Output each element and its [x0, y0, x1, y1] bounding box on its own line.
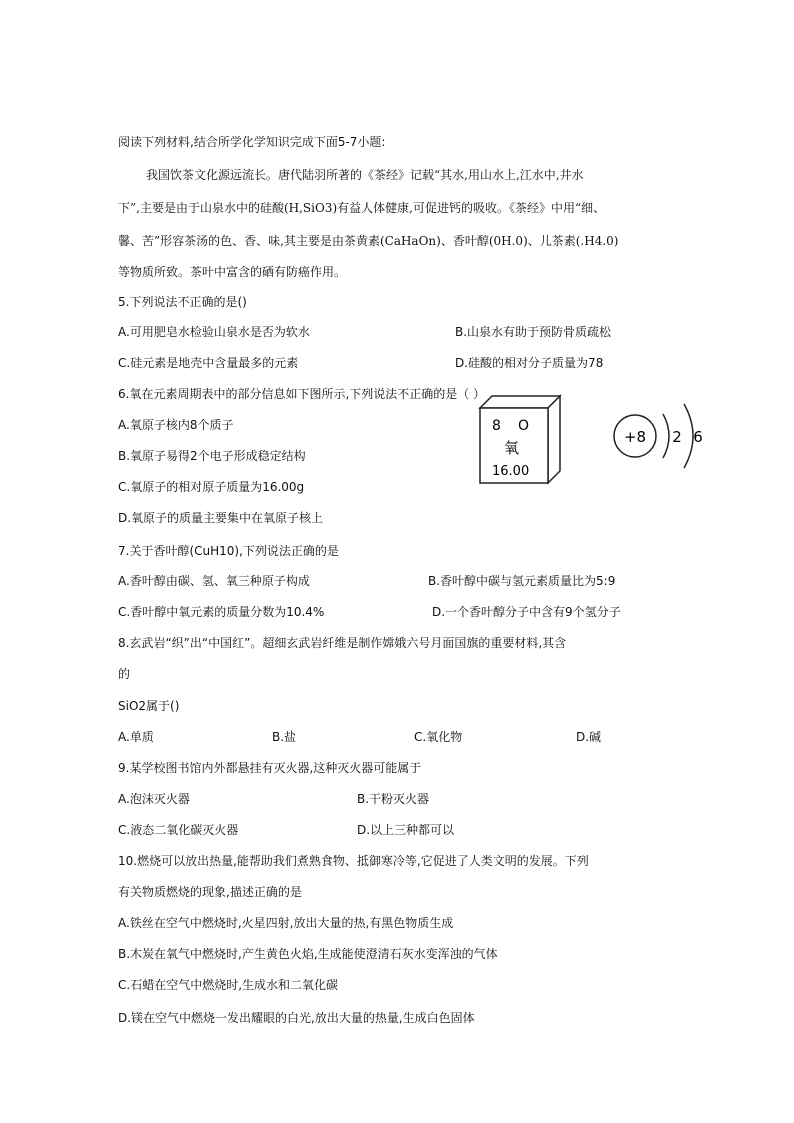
shell-arc-2 — [684, 404, 693, 468]
intro-line: 阅读下列材料,结合所学化学知识完成下面5-7小题: — [118, 135, 386, 149]
q8-option-d: D.碱 — [576, 730, 602, 744]
q10-option-d: D.镁在空气中燃烧一发出耀眼的白光,放出大量的热量,生成白色固体 — [118, 1011, 475, 1025]
q10-option-c: C.石蜡在空气中燃烧时,生成水和二氧化碳 — [118, 978, 339, 992]
q9-option-b: B.干粉灭火器 — [357, 792, 430, 806]
oxygen-figure-svg — [470, 388, 720, 488]
q5-option-d: D.硅酸的相对分子质量为78 — [455, 356, 604, 370]
q10-option-a: A.铁丝在空气中燃烧时,火星四射,放出大量的热,有黑色物质生成 — [118, 916, 454, 930]
passage-line-4: 等物质所致。茶叶中富含的硒有防癌作用。 — [118, 265, 347, 279]
shell-arc-1 — [663, 414, 669, 458]
nucleus-charge: +8 — [623, 428, 647, 446]
q8-option-a: A.单质 — [118, 730, 154, 744]
shell-1-electrons: 2 — [672, 428, 682, 446]
element-symbol: O — [518, 418, 530, 434]
q7-option-d: D.一个香叶醇分子中含有9个氢分子 — [432, 605, 621, 619]
q6-option-b: B.氧原子易得2个电子形成稳定结构 — [118, 449, 306, 463]
q10-stem-line-2: 有关物质燃烧的现象,描述正确的是 — [118, 885, 302, 899]
q8-option-b: B.盐 — [272, 730, 297, 744]
element-card — [480, 396, 560, 483]
q9-option-a: A.泡沫灭火器 — [118, 792, 190, 806]
q10-option-b: B.木炭在氧气中燃烧时,产生黄色火焰,生成能使澄清石灰水变浑浊的气体 — [118, 947, 498, 961]
q6-option-d: D.氧原子的质量主要集中在氧原子核上 — [118, 511, 324, 525]
q5-stem: 5.下列说法不正确的是() — [118, 295, 247, 309]
passage-line-1: 我国饮茶文化源远流长。唐代陆羽所著的《茶经》记载“其水,用山水上,江水中,井水 — [146, 168, 584, 182]
shell-2-electrons: 6 — [693, 428, 703, 446]
q9-option-d: D.以上三种都可以 — [357, 823, 455, 837]
atomic-number: 8 — [492, 418, 501, 434]
passage-line-2: 下”,主要是由于山泉水中的硅酸(H,SiO3)有益人体健康,可促进钙的吸收。《茶经》中用“细、 — [118, 201, 606, 215]
q6-stem: 6.氧在元素周期表中的部分信息如下图所示,下列说法不正确的是（ ） — [118, 387, 486, 401]
q8-option-c: C.氧化物 — [414, 730, 463, 744]
oxygen-figure — [470, 388, 720, 492]
q5-option-a: A.可用肥皂水检验山泉水是否为软水 — [118, 325, 310, 339]
passage-line-3: 馨、苦”形容茶汤的色、香、味,其主要是由茶黄素(CaHaOn)、香叶醇(0H.0)、儿茶素(.H4.0) — [118, 234, 619, 248]
q7-stem: 7.关于香叶醇(CuH10),下列说法正确的是 — [118, 544, 339, 558]
q8-stem-line-2: 的 — [118, 667, 131, 681]
q5-option-b: B.山泉水有助于预防骨质疏松 — [455, 325, 612, 339]
atom-structure-diagram — [614, 404, 703, 468]
q9-stem: 9.某学校图书馆内外都悬挂有灭火器,这种灭火器可能属于 — [118, 761, 422, 775]
q10-stem-line-1: 10.燃烧可以放出热量,能帮助我们煮熟食物、抵御寒冷等,它促进了人类文明的发展。下列 — [118, 854, 589, 868]
q8-stem-line-3: SiO2属于() — [118, 699, 180, 713]
atomic-mass: 16.00 — [492, 464, 530, 479]
q6-option-c: C.氧原子的相对原子质量为16.00g — [118, 480, 305, 494]
q7-option-b: B.香叶醇中碳与氢元素质量比为5:9 — [428, 574, 616, 588]
q7-option-c: C.香叶醇中氧元素的质量分数为10.4% — [118, 605, 325, 619]
q5-option-c: C.硅元素是地壳中含量最多的元素 — [118, 356, 299, 370]
q9-option-c: C.液态二氧化碳灭火器 — [118, 823, 239, 837]
q8-stem-line-1: 8.玄武岩“织”出“中国红”。超细玄武岩纤维是制作嫦娥六号月面国旗的重要材料,其含 — [118, 636, 567, 650]
element-name: 氧 — [504, 439, 520, 457]
q7-option-a: A.香叶醇由碳、氢、氧三种原子构成 — [118, 574, 310, 588]
q6-option-a: A.氧原子核内8个质子 — [118, 418, 234, 432]
